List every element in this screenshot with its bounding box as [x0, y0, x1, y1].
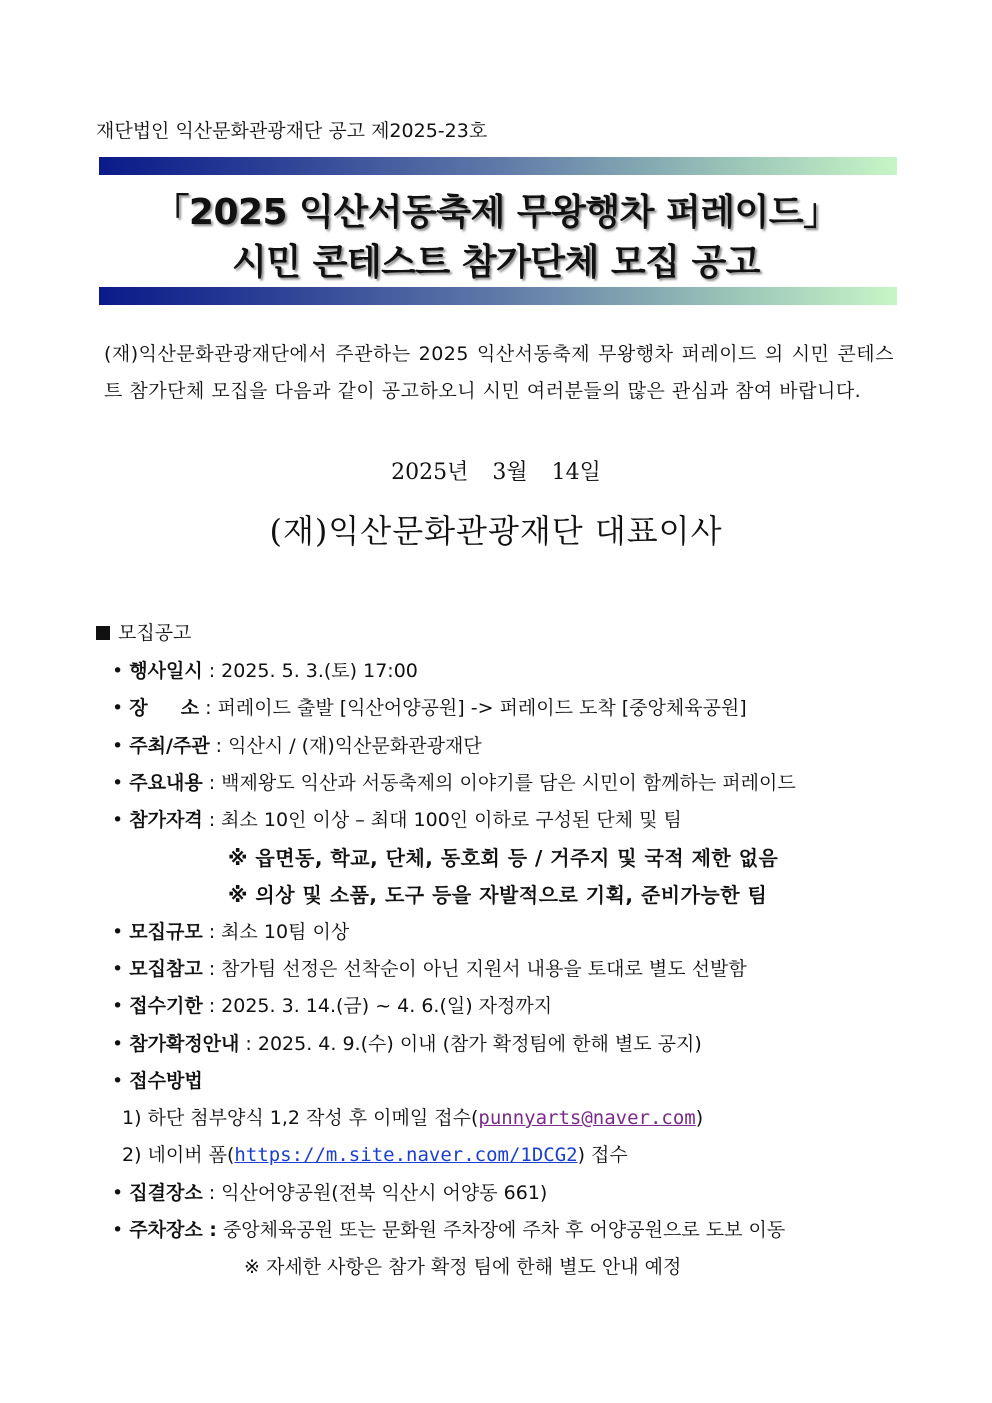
bullet-icon: •	[112, 660, 124, 682]
intro-paragraph: (재)익산문화관광재단에서 주관하는 2025 익산서동축제 무왕행차 퍼레이드 의 시민 콘테스트 참가단체 모집을 다음과 같이 공고하오니 시민 여러분들의 많은 관심과 참여 바랍니다.	[104, 343, 894, 402]
bullet-icon: •	[112, 1070, 124, 1092]
step-text-end: ) 접수	[577, 1144, 628, 1166]
item-method	[112, 1066, 203, 1093]
item-reference	[112, 954, 747, 981]
item-value: 중앙체육공원 또는 문화원 주차장에 주차 후 어양공원으로 도보 이동	[216, 1219, 786, 1241]
date-month: 3월	[492, 460, 528, 485]
page-title-line1: 「2025 익산서동축제 무왕행차 퍼레이드」	[153, 192, 839, 233]
title-bottom-bar	[99, 287, 897, 305]
square-bullet-icon	[96, 626, 110, 640]
item-label: 주차장소 :	[129, 1219, 217, 1241]
item-value: : 2025. 5. 3.(토) 17:00	[202, 660, 418, 682]
item-label: 접수기한	[129, 995, 203, 1017]
bullet-icon: •	[112, 735, 124, 757]
bullet-icon: •	[112, 697, 124, 719]
bullet-icon: •	[112, 772, 124, 794]
item-label: 접수방법	[129, 1070, 203, 1092]
item-value: : 최소 10팀 이상	[202, 921, 350, 943]
item-value: : 2025. 3. 14.(금) ~ 4. 6.(일) 자정까지	[202, 995, 553, 1017]
step-text-end: )	[695, 1107, 704, 1129]
bullet-icon: •	[112, 1219, 124, 1241]
item-value: : 최소 10인 이상 – 최대 100인 이하로 구성된 단체 및 팀	[202, 809, 682, 831]
eligibility-note-1: ※ 읍면동, 학교, 단체, 동호회 등 / 거주지 및 국적 제한 없음	[228, 846, 779, 870]
item-place	[112, 693, 747, 720]
item-content	[112, 768, 796, 795]
bullet-icon: •	[112, 995, 124, 1017]
step-text: 1) 하단 첨부양식 1,2 작성 후 이메일 접수(	[122, 1107, 479, 1129]
item-label: 모집규모	[129, 921, 203, 943]
step-text: 2) 네이버 폼(	[122, 1144, 235, 1166]
item-eligibility	[112, 805, 682, 832]
item-deadline	[112, 991, 552, 1018]
item-label: 주요내용	[129, 772, 203, 794]
item-label: 장 소	[129, 697, 200, 719]
notice-number: 재단법인 익산문화관광재단 공고 제2025-23호	[96, 120, 488, 142]
item-confirm	[112, 1029, 702, 1056]
bullet-icon: •	[112, 921, 124, 943]
item-parking	[112, 1215, 785, 1242]
eligibility-note-2: ※ 의상 및 소품, 도구 등을 자발적으로 기획, 준비가능한 팀	[228, 883, 768, 907]
item-label: 주최/주관	[129, 735, 210, 757]
title-top-bar	[99, 157, 897, 175]
date-day: 14일	[551, 460, 601, 485]
item-host	[112, 731, 482, 758]
bullet-icon: •	[112, 809, 124, 831]
notice-date	[0, 455, 992, 486]
item-label: 참가확정안내	[129, 1033, 240, 1055]
naver-form-link[interactable]: https://m.site.naver.com/1DCG2	[234, 1144, 578, 1166]
bullet-icon: •	[112, 1182, 124, 1204]
item-value: : 참가팀 선정은 선착순이 아닌 지원서 내용을 토대로 별도 선발함	[202, 958, 747, 980]
item-scale	[112, 917, 349, 944]
parking-note: ※ 자세한 사항은 참가 확정 팀에 한해 별도 안내 예정	[244, 1256, 682, 1278]
item-label: 모집참고	[129, 958, 203, 980]
item-value: : 퍼레이드 출발 [익산어양공원] -> 퍼레이드 도착 [중앙체육공원]	[199, 697, 747, 719]
item-value: : 익산시 / (재)익산문화관광재단	[209, 735, 482, 757]
page-title-line2: 시민 콘테스트 참가단체 모집 공고	[232, 242, 760, 283]
item-value: : 익산어양공원(전북 익산시 어양동 661)	[202, 1182, 548, 1204]
item-value: : 백제왕도 익산과 서동축제의 이야기를 담은 시민이 함께하는 퍼레이드	[202, 772, 796, 794]
section-title: 모집공고	[118, 622, 192, 644]
bullet-icon: •	[112, 1033, 124, 1055]
method-step-2	[122, 1140, 628, 1167]
method-step-1	[122, 1103, 703, 1130]
section-heading	[96, 618, 191, 645]
item-value: : 2025. 4. 9.(수) 이내 (참가 확정팀에 한해 별도 공지)	[239, 1033, 702, 1055]
email-link[interactable]: punnyarts@naver.com	[478, 1107, 696, 1129]
issuer: (재)익산문화관광재단 대표이사	[269, 512, 723, 550]
item-gathering	[112, 1178, 547, 1205]
item-label: 참가자격	[129, 809, 203, 831]
date-year: 2025년	[391, 460, 469, 485]
bullet-icon: •	[112, 958, 124, 980]
item-event-date	[112, 656, 418, 683]
item-label: 집결장소	[129, 1182, 203, 1204]
item-label: 행사일시	[129, 660, 203, 682]
